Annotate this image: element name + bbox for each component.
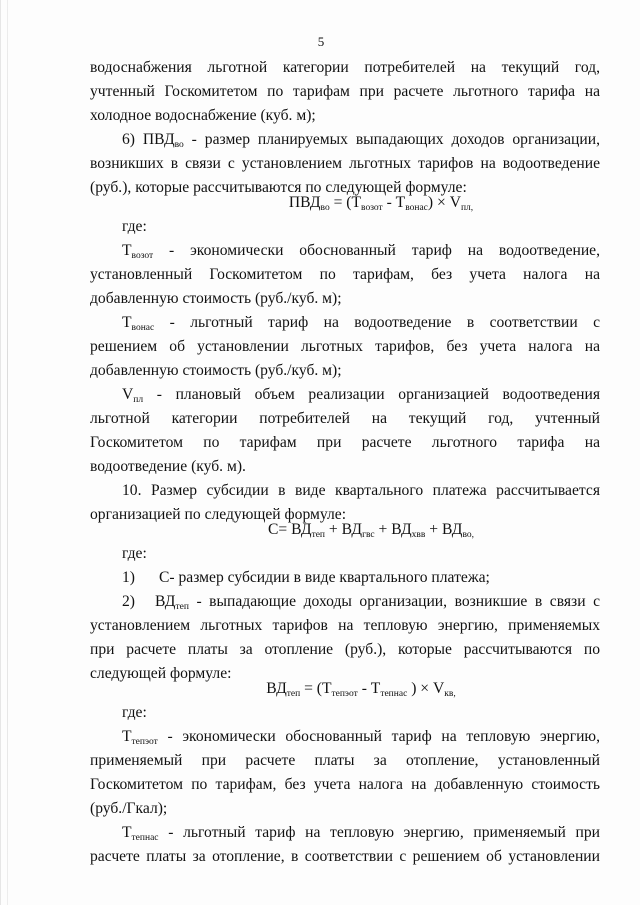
text-line: $Т_{тепнас}$ - льготный тариф на тепловую энергию, применяемый при <box>122 824 600 843</box>
text-line: установленный Госкомитетом по тарифам, без учета налога на <box>90 266 600 283</box>
text-line: возникших в связи с установлением льготных тарифов на водоотведение <box>90 155 600 172</box>
text-line: следующей формуле: <box>90 665 232 682</box>
text-line: 10. Размер субсидии в виде квартального платежа рассчитывается <box>122 482 600 499</box>
scan-edge-shadow <box>7 0 8 905</box>
formula-vd-tep: $ВД_{теп} = (Т_{тепэот} - Т_{тепнас}$ ) × $V_{кв,}$ <box>266 680 456 699</box>
text-line: (руб./Гкал); <box>90 800 168 817</box>
page-number: 5 <box>317 34 325 49</box>
text-line: применяемый при расчете платы за отопление, установленный <box>90 752 600 769</box>
text-line: $V_{пл}$ - плановый объем реализации организацией водоотведения <box>122 386 600 405</box>
text-line: где: <box>122 545 147 562</box>
text-line: Госкомитетом по тарифам при расчете льготного тарифа на <box>90 434 600 451</box>
text-line: $Т_{тепэот}$ - экономически обоснованный тариф на тепловую энергию, <box>122 728 600 747</box>
text-line: решением об установлении льготных тарифов, без учета налога на <box>90 338 600 355</box>
text-line: добавленную стоимость (руб./куб. м); <box>90 290 342 307</box>
text-line: добавленную стоимость (руб./куб. м); <box>90 362 342 379</box>
list-marker: 1) <box>122 569 135 586</box>
text-line: установлением льготных тарифов на тепловую энергию, применяемых <box>90 617 600 634</box>
list-item: 2) $ВД_{теп}$ - выпадающие доходы организации, возникшие в связи с <box>122 593 600 612</box>
text-line: где: <box>122 218 147 235</box>
text-line: организацией по следующей формуле: <box>90 506 347 523</box>
text-line: холодное водоснабжение (куб. м); <box>90 107 316 124</box>
formula-subsidy: $С= ВД_{теп} + ВД_{гвс} + ВД_{хвв} + ВД_{во,}$ <box>268 521 474 540</box>
text-line: $Т_{вонас}$ - льготный тариф на водоотведение в соответствии с <box>122 314 600 333</box>
text-line: при расчете платы за отопление (руб.), которые рассчитываются по <box>90 641 600 658</box>
text-line: 6) $ПВД_{во}$ - размер планируемых выпадающих доходов организации, <box>122 131 600 150</box>
text-line: (руб.), которые рассчитываются по следующей формуле: <box>90 179 467 196</box>
text-line: расчете платы за отопление, в соответствии с решением об установлении <box>90 848 600 865</box>
text-line: где: <box>122 704 147 721</box>
text-line: учтенный Госкомитетом по тарифам при расчете льготного тарифа на <box>90 83 600 100</box>
text-line: водоснабжения льготной категории потребителей на текущий год, <box>90 59 600 76</box>
text-line: Госкомитетом по тарифам, без учета налога на добавленную стоимость <box>90 776 600 793</box>
list-item: 1) С- размер субсидии в виде квартального платежа; <box>122 569 490 586</box>
text-line: льготной категории потребителей на текущий год, учтенный <box>90 410 600 427</box>
text-line: водоотведение (куб. м). <box>90 458 246 475</box>
text-line: $Т_{возот}$ - экономически обоснованный тариф на водоотведение, <box>122 242 600 261</box>
formula-pvd: $ПВД_{во} = (Т_{возот} - Т_{вонас}) \times V_{пл,}$ <box>288 194 474 213</box>
